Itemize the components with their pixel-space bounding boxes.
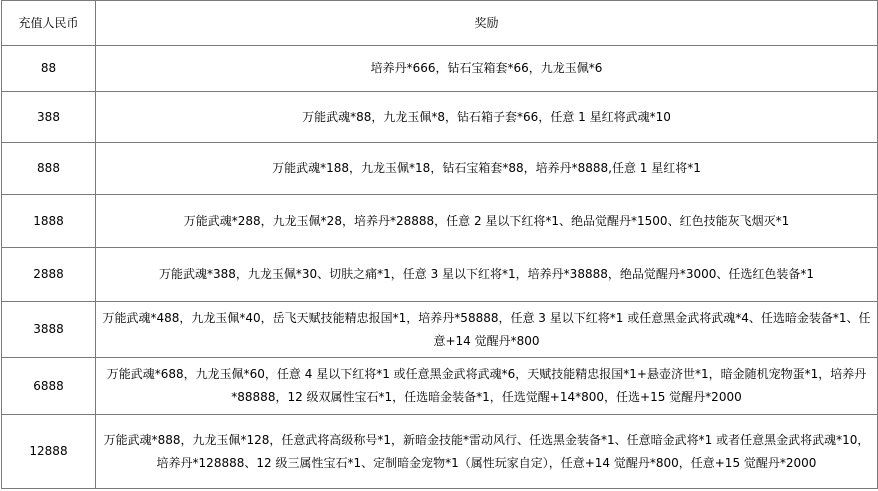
- table-row: [2, 143, 878, 195]
- row-reward: 培养丹*666，钻石宝箱套*66，九龙玉佩*6: [96, 46, 878, 92]
- row-amount: 3888: [2, 302, 96, 358]
- table-row: [2, 92, 878, 143]
- row-amount: 88: [2, 46, 96, 92]
- row-amount: 6888: [2, 358, 96, 415]
- row-reward: 万能武魂*888，九龙玉佩*128，任意武将高级称号*1，新暗金技能*雷动风行、任选黑金装备*1、任意暗金武将*1 或者任意黑金武将武魂*10，培养丹*128888、12 级三属性宝石*1、定制暗金宠物*1（属性玩家自定），任意+14 觉醒丹*800，任意+15 觉醒丹*2000: [96, 415, 878, 489]
- table-row: [2, 195, 878, 248]
- header-amount: 充值人民币: [2, 1, 96, 46]
- row-amount: 1888: [2, 195, 96, 248]
- table-header-row: [2, 1, 878, 46]
- row-reward: 万能武魂*488，九龙玉佩*40，岳飞天赋技能精忠报国*1，培养丹*58888，任意 3 星以下红将*1 或任意黑金武将武魂*4、任选暗金装备*1、任意+14 觉醒丹*800: [96, 302, 878, 358]
- row-reward: 万能武魂*188，九龙玉佩*18，钻石宝箱套*88，培养丹*8888,任意 1 星红将*1: [96, 143, 878, 195]
- table-row: [2, 248, 878, 302]
- row-reward: 万能武魂*688，九龙玉佩*60，任意 4 星以下红将*1 或任意黑金武将武魂*6，天赋技能精忠报国*1+悬壶济世*1，暗金随机宠物蛋*1，培养丹*88888，12 级双属性宝石*1，任选暗金装备*1，任选觉醒+14*800，任选+15 觉醒丹*2000: [96, 358, 878, 415]
- row-amount: 388: [2, 92, 96, 143]
- table-row: [2, 358, 878, 415]
- row-amount: 2888: [2, 248, 96, 302]
- header-reward: 奖励: [96, 1, 878, 46]
- recharge-reward-table: [1, 0, 878, 489]
- row-reward: 万能武魂*388，九龙玉佩*30、切肤之痛*1，任意 3 星以下红将*1，培养丹*38888，绝品觉醒丹*3000、任选红色装备*1: [96, 248, 878, 302]
- table-row: [2, 302, 878, 358]
- table-row: [2, 46, 878, 92]
- row-reward: 万能武魂*88，九龙玉佩*8，钻石箱子套*66，任意 1 星红将武魂*10: [96, 92, 878, 143]
- row-amount: 12888: [2, 415, 96, 489]
- row-reward: 万能武魂*288，九龙玉佩*28，培养丹*28888，任意 2 星以下红将*1、绝品觉醒丹*1500、红色技能灰飞烟灭*1: [96, 195, 878, 248]
- table-row: [2, 415, 878, 489]
- row-amount: 888: [2, 143, 96, 195]
